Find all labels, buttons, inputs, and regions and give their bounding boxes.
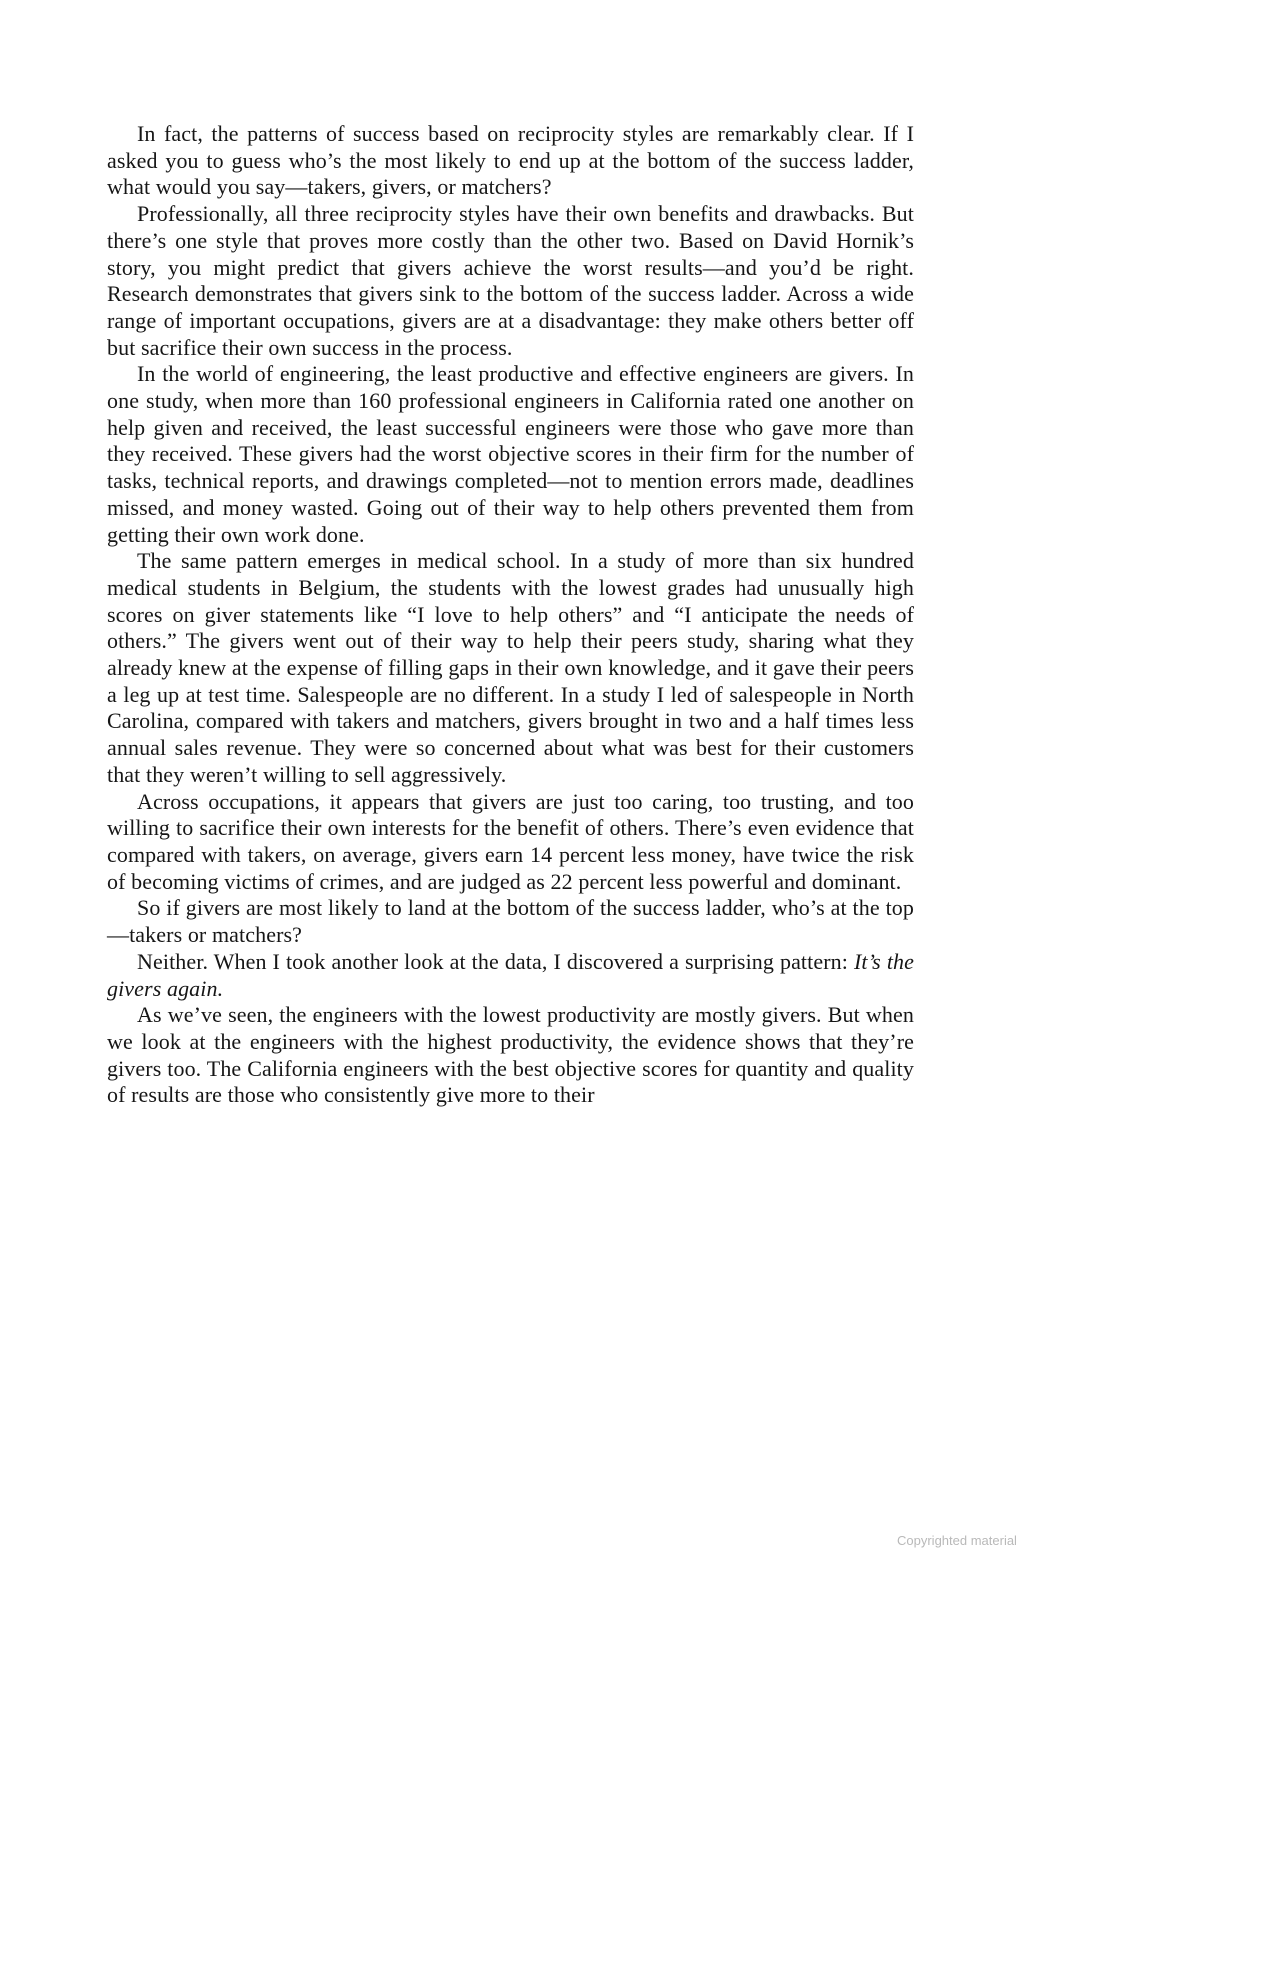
paragraph-6	[107, 895, 914, 948]
paragraph-5	[107, 789, 914, 896]
body-text: The same pattern emerges in medical school. In a study of more than six hundred medical students in Belgium, the students with the lowest grades had unusually high scores on giver statements like “I love to help others” and “I anticipate the needs of others.” The givers went out of their way to help their peers study, sharing what they already knew at the expense of filling gaps in their own knowledge, and it gave their peers a leg up at test time. Salespeople are no different. In a study I led of salespeople in North Carolina, compared with takers and matchers, givers brought in two and a half times less annual sales revenue. They were so concerned about what was best for their customers that they weren’t willing to sell aggressively.	[107, 548, 914, 787]
italic-emphasis-text: It’s the givers again.	[107, 948, 915, 1001]
text-block	[107, 121, 914, 1109]
body-text: Neither. When I took another look at the data, I discovered a surprising pattern:	[137, 948, 854, 974]
paragraph-7	[107, 949, 914, 1002]
paragraph-3	[107, 361, 914, 548]
body-text: So if givers are most likely to land at the bottom of the success ladder, who’s at the top—takers or matchers?	[107, 895, 914, 948]
body-text: Across occupations, it appears that givers are just too caring, too trusting, and too willing to sacrifice their own interests for the benefit of others. There’s even evidence that compared with takers, on average, givers earn 14 percent less money, have twice the risk of becoming victims of crimes, and are judged as 22 percent less powerful and dominant.	[107, 788, 914, 894]
body-text: Professionally, all three reciprocity styles have their own benefits and drawbacks. But there’s one style that proves more costly than the other two. Based on David Hornik’s story, you might predict that givers achieve the worst results—and you’d be right. Research demonstrates that givers sink to the bottom of the success ladder. Across a wide range of important occupations, givers are at a disadvantage: they make others better off but sacrifice their own success in the process.	[107, 201, 914, 360]
paragraph-1	[107, 121, 914, 201]
paragraph-4	[107, 548, 914, 788]
body-text: As we’ve seen, the engineers with the lowest productivity are mostly givers. But when we look at the engineers with the highest productivity, the evidence shows that they’re givers too. The California engineers with the best objective scores for quantity and quality of results are those who consistently give more to their	[107, 1002, 914, 1108]
paragraph-2	[107, 201, 914, 361]
body-text: In fact, the patterns of success based on reciprocity styles are remarkably clear. If I asked you to guess who’s the most likely to end up at the bottom of the success ladder, what would you say—takers, givers, or matchers?	[107, 121, 914, 200]
copyright-watermark: Copyrighted material	[897, 1533, 1017, 1548]
paragraph-8	[107, 1002, 914, 1109]
body-text: In the world of engineering, the least productive and effective engineers are givers. In one study, when more than 160 professional engineers in California rated one another on help given and received, the least successful engineers were those who gave more than they received. These givers had the worst objective scores in their firm for the number of tasks, technical reports, and drawings completed—not to mention errors made, deadlines missed, and money wasted. Going out of their way to help others prevented them from getting their own work done.	[107, 361, 914, 547]
